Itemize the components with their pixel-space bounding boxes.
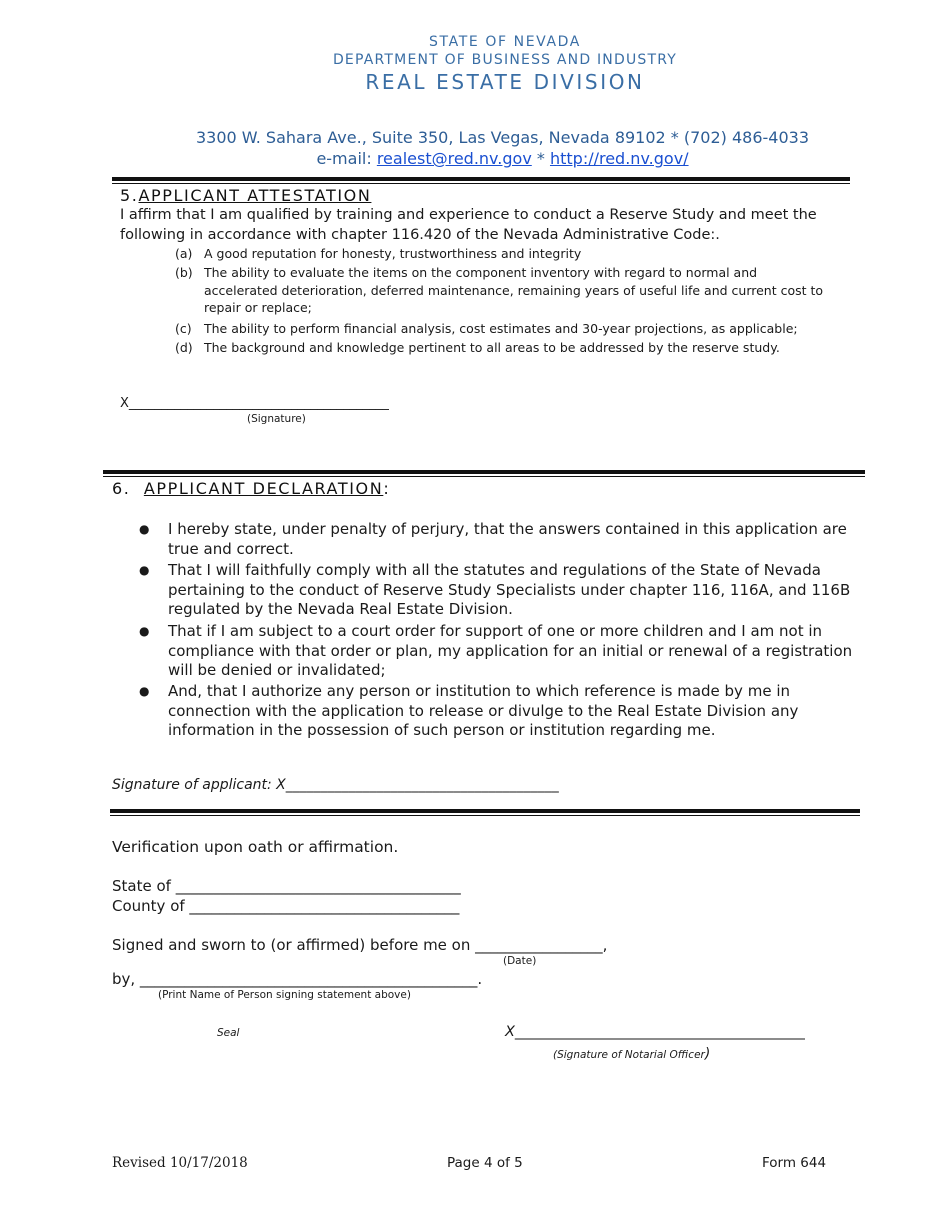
footer-form-number: Form 644 [762, 1155, 827, 1171]
applicant-signature-line[interactable]: Signature of applicant: X_______________________________________ [112, 777, 559, 793]
attestation-item [175, 339, 835, 357]
section5-heading [120, 186, 371, 205]
section6-colon: : [383, 479, 391, 498]
section6-divider-thin [103, 476, 865, 477]
bullet-dot: ● [139, 684, 150, 698]
date-caption: (Date) [503, 955, 537, 967]
item-label: (b) [175, 265, 193, 280]
header-divider-thick [112, 177, 850, 181]
print-name-caption: (Print Name of Person signing statement above) [158, 989, 411, 1001]
bullet-text: And, that I authorize any person or institution to which reference is made by me in connection with the application to release or divulge to the Real Estate Division any information in the possession of such person or institution regarding me. [168, 682, 799, 740]
notary-signature-caption [553, 1046, 710, 1062]
declaration-bullet [139, 520, 869, 560]
section6-number: 6. [112, 479, 131, 498]
notary-caption-close: ) [704, 1046, 711, 1062]
notary-signature-line[interactable]: X________________________________________ [505, 1024, 805, 1040]
footer-revised: Revised 10/17/2018 [112, 1155, 248, 1171]
item-text: The ability to evaluate the items on the component inventory with regard to normal and accelerated deterioration, deferred maintenance, remaining years of useful life and current cost to repair or replace; [204, 265, 824, 315]
verification-divider-thick [110, 809, 860, 813]
declaration-bullet [139, 682, 869, 742]
seal-label: Seal [217, 1027, 240, 1039]
website-link[interactable]: http://red.nv.gov/ [549, 149, 689, 168]
attestation-signature-caption: (Signature) [247, 413, 306, 425]
verification-title: Verification upon oath or affirmation. [112, 838, 399, 856]
header-department: DEPARTMENT OF BUSINESS AND INDUSTRY [332, 52, 678, 68]
contact-separator: * [536, 149, 545, 168]
notary-caption-text: (Signature of Notarial Officer [553, 1049, 705, 1061]
attestation-signature-line[interactable]: X________________________________________ [120, 396, 389, 411]
header-state: STATE OF NEVADA [429, 34, 581, 50]
sworn-date-line[interactable]: Signed and sworn to (or affirmed) before me on _________________, [112, 936, 608, 954]
section6-divider-thick [103, 470, 865, 474]
declaration-bullet [139, 622, 869, 682]
item-text: A good reputation for honesty, trustworthiness and integrity [204, 246, 582, 261]
bullet-text: That I will faithfully comply with all the statutes and regulations of the State of Nevada pertaining to the conduct of Reserve Study Specialists under chapter 116, 116A, and 116B regulated by the Nevada Real Estate Division. [168, 561, 851, 619]
email-label: e-mail: [316, 149, 372, 168]
declaration-bullet [139, 561, 869, 621]
header-contact [0, 149, 950, 168]
attestation-item [175, 264, 835, 318]
attestation-item [175, 245, 835, 263]
section6-heading [112, 479, 390, 498]
section6-title: APPLICANT DECLARATION [143, 479, 384, 498]
item-text: The ability to perform financial analysis, cost estimates and 30-year projections, as applicable; [204, 321, 798, 336]
county-of-line[interactable]: County of ____________________________________ [112, 897, 460, 915]
header-division: REAL ESTATE DIVISION [365, 70, 645, 94]
item-label: (a) [175, 246, 193, 261]
email-link[interactable]: realest@red.nv.gov [376, 149, 532, 168]
bullet-dot: ● [139, 563, 150, 577]
state-of-line[interactable]: State of ______________________________________ [112, 877, 461, 895]
header-address: 3300 W. Sahara Ave., Suite 350, Las Vegas, Nevada 89102 * (702) 486-4033 [195, 128, 810, 147]
verification-divider-thin [110, 815, 860, 816]
bullet-text: That if I am subject to a court order for support of one or more children and I am not in compliance with that order or plan, my application for an initial or renewal of a registration will be denied or invalidated; [168, 622, 853, 680]
item-text: The background and knowledge pertinent to all areas to be addressed by the reserve study. [204, 340, 780, 355]
header-divider-thin [112, 183, 850, 184]
section5-intro: I affirm that I am qualified by training and experience to conduct a Reserve Study and meet the following in accordance with chapter 116.420 of the Nevada Administrative Code:. [120, 207, 817, 243]
bullet-dot: ● [139, 624, 150, 638]
bullet-dot: ● [139, 522, 150, 536]
print-name-line[interactable]: by, _____________________________________________. [112, 970, 483, 988]
item-label: (d) [175, 340, 193, 355]
section5-number: 5. [120, 186, 139, 205]
section5-title: APPLICANT ATTESTATION [138, 186, 372, 205]
attestation-item [175, 320, 835, 338]
footer-page-number: Page 4 of 5 [447, 1155, 523, 1171]
bullet-text: I hereby state, under penalty of perjury, that the answers contained in this application are true and correct. [168, 520, 847, 558]
item-label: (c) [175, 321, 192, 336]
